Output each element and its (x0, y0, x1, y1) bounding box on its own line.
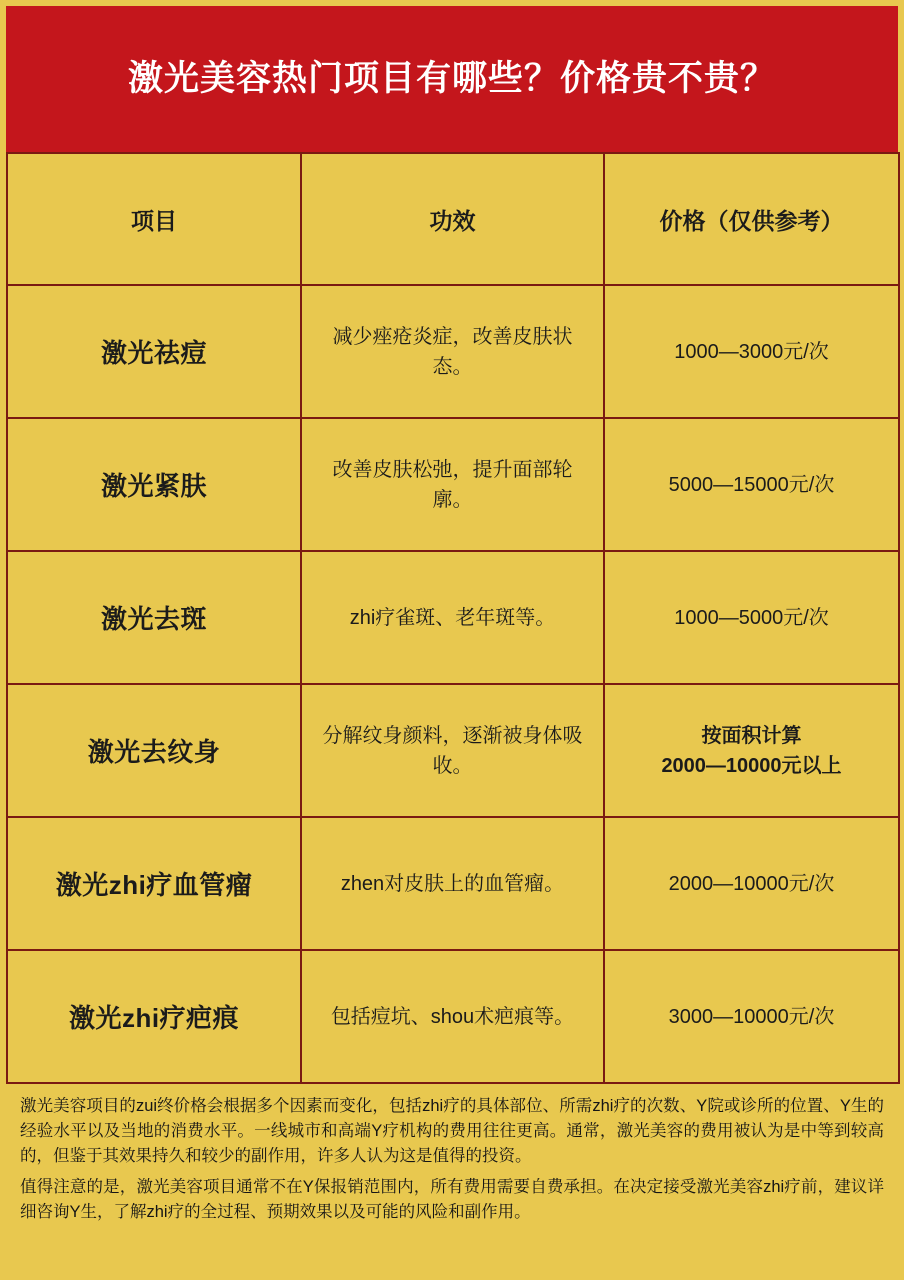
cell-effect: zhi疗雀斑、老年斑等。 (301, 551, 604, 684)
footnote (6, 1084, 898, 1231)
table-header-row (7, 153, 899, 285)
table-header (7, 153, 899, 285)
cell-effect: 改善皮肤松弛，提升面部轮廓。 (301, 418, 604, 551)
price-secondary: 2000—10000元以上 (661, 754, 842, 777)
price-primary: 2000—10000元/次 (668, 872, 835, 895)
cell-price (604, 418, 899, 551)
header-banner (6, 6, 898, 152)
cell-effect: 包括痘坑、shou术疤痕等。 (301, 950, 604, 1083)
table-row (7, 950, 899, 1083)
column-header-item: 项目 (7, 153, 301, 285)
price-primary: 1000—5000元/次 (674, 606, 829, 629)
cell-item: 激光去纹身 (7, 684, 301, 817)
cell-price (604, 285, 899, 418)
price-primary: 1000—3000元/次 (674, 340, 829, 363)
price-primary: 5000—15000元/次 (668, 473, 835, 496)
cell-effect: 减少痤疮炎症，改善皮肤状态。 (301, 285, 604, 418)
page-title: 激光美容热门项目有哪些？价格贵不贵？ (127, 59, 776, 99)
cell-price (604, 817, 899, 950)
cell-item: 激光zhi疗疤痕 (7, 950, 301, 1083)
cell-price (604, 551, 899, 684)
cell-item: 激光zhi疗血管瘤 (7, 817, 301, 950)
footnote-paragraph-1: 激光美容项目的zui终价格会根据多个因素而变化，包括zhi疗的具体部位、所需zhi疗的次数、Y院或诊所的位置、Y生的经验水平以及当地的消费水平。一线城市和高端Y疗机构的费用往往更高。通常，激光美容的费用被认为是中等到较高的，但鉴于其效果持久和较少的副作用，许多人认为这是值得的投资。 (20, 1097, 884, 1165)
table-row (7, 285, 899, 418)
table-body (7, 285, 899, 1083)
table-row (7, 817, 899, 950)
cell-price (604, 684, 899, 817)
table-row (7, 684, 899, 817)
table-row (7, 551, 899, 684)
cell-item: 激光去斑 (7, 551, 301, 684)
cell-item: 激光紧肤 (7, 418, 301, 551)
footnote-paragraph-2: 值得注意的是，激光美容项目通常不在Y保报销范围内，所有费用需要自费承担。在决定接受激光美容zhi疗前，建议详细咨询Y生，了解zhi疗的全过程、预期效果以及可能的风险和副作用。 (20, 1178, 884, 1221)
price-primary: 3000—10000元/次 (668, 1005, 835, 1028)
column-header-effect: 功效 (301, 153, 604, 285)
column-header-price: 价格（仅供参考） (604, 153, 899, 285)
table-row (7, 418, 899, 551)
cell-effect: zhen对皮肤上的血管瘤。 (301, 817, 604, 950)
price-table (6, 152, 900, 1084)
cell-price (604, 950, 899, 1083)
cell-effect: 分解纹身颜料，逐渐被身体吸收。 (301, 684, 604, 817)
cell-item: 激光祛痘 (7, 285, 301, 418)
price-primary: 按面积计算 (701, 724, 802, 747)
